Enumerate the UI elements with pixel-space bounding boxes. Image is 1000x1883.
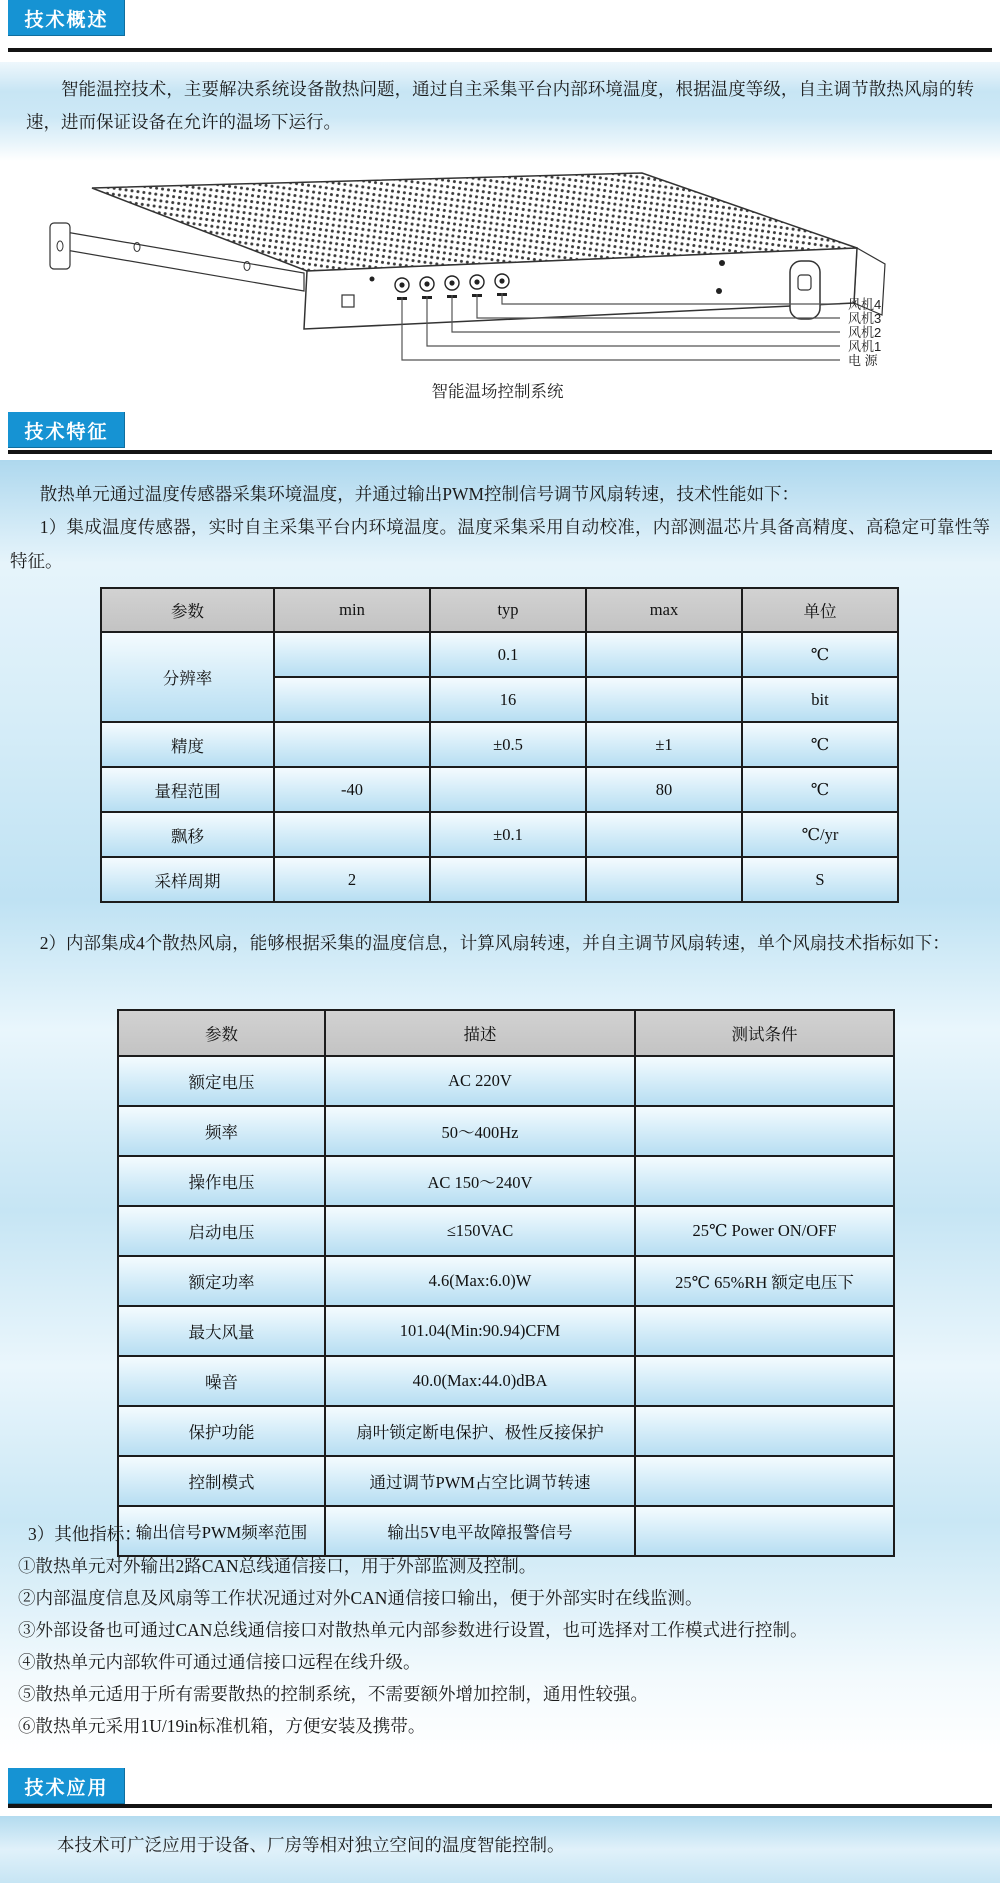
cond-cell [635, 1406, 894, 1456]
unit-cell: ℃ [742, 722, 898, 767]
section-tab-overview [8, 0, 125, 36]
max-cell [586, 857, 742, 902]
table-header-row [101, 588, 898, 632]
fan-label: 风机2 [848, 325, 882, 340]
section-title: 技术应用 [24, 1777, 109, 1799]
section-title: 技术概述 [24, 9, 109, 31]
col-header: 参数 [118, 1010, 325, 1056]
application-section [0, 1816, 1000, 1883]
max-cell: ±1 [586, 722, 742, 767]
typ-cell [430, 857, 586, 902]
param-cell: 输出信号PWM频率范围 [118, 1506, 325, 1556]
panel-screw [716, 288, 722, 294]
desc-cell: ≤150VAC [325, 1206, 635, 1256]
fan-label: 风机4 [848, 297, 882, 312]
table-row [101, 767, 898, 812]
cond-cell: 25℃ 65%RH 额定电压下 [635, 1256, 894, 1306]
table-row [118, 1156, 894, 1206]
col-header: min [274, 588, 430, 632]
fan-label: 风机1 [848, 339, 882, 354]
cond-cell [635, 1056, 894, 1106]
panel-screw [719, 260, 725, 266]
table-row [118, 1406, 894, 1456]
param-cell: 操作电压 [118, 1156, 325, 1206]
col-header: 描述 [325, 1010, 635, 1056]
param-cell: 采样周期 [101, 857, 274, 902]
desc-cell: 40.0(Max:44.0)dBA [325, 1356, 635, 1406]
param-cell: 噪音 [118, 1356, 325, 1406]
param-cell: 分辨率 [101, 632, 274, 722]
table-row [118, 1256, 894, 1306]
col-header: max [586, 588, 742, 632]
min-cell [274, 722, 430, 767]
unit-cell: ℃ [742, 632, 898, 677]
section-rule [8, 1804, 992, 1808]
cond-cell: 25℃ Power ON/OFF [635, 1206, 894, 1256]
table-row [101, 632, 898, 677]
figure-caption: 智能温场控制系统 [431, 382, 564, 401]
rack-ear [50, 223, 70, 269]
param-cell: 额定电压 [118, 1056, 325, 1106]
list-item: ②内部温度信息及风扇等工作状况通过对外CAN通信接口输出，便于外部实时在线监测。 [18, 1588, 703, 1608]
min-cell [274, 677, 430, 722]
application-paragraph: 本技术可广泛应用于设备、厂房等相对独立空间的温度智能控制。 [57, 1835, 565, 1855]
table-row [118, 1056, 894, 1106]
col-header: 单位 [742, 588, 898, 632]
table-row [101, 857, 898, 902]
chassis-figure [42, 163, 962, 376]
overview-section [0, 62, 1000, 161]
max-cell [586, 677, 742, 722]
param-cell: 额定功率 [118, 1256, 325, 1306]
param-cell: 保护功能 [118, 1406, 325, 1456]
desc-cell: 50～400Hz [325, 1106, 635, 1156]
min-cell: 2 [274, 857, 430, 902]
cond-cell [635, 1156, 894, 1206]
unit-cell: ℃ [742, 767, 898, 812]
desc-cell: 4.6(Max:6.0)W [325, 1256, 635, 1306]
unit-cell: ℃/yr [742, 812, 898, 857]
cond-cell [635, 1456, 894, 1506]
min-cell [274, 812, 430, 857]
min-cell: -40 [274, 767, 430, 812]
overview-paragraph: 智能温控技术，主要解决系统设备散热问题，通过自主采集平台内部环境温度，根据温度等级，自主调节散热风扇的转速，进而保证设备在允许的温场下运行。 [26, 79, 974, 132]
min-cell [274, 632, 430, 677]
cond-cell [635, 1106, 894, 1156]
list-item: ①散热单元对外输出2路CAN总线通信接口，用于外部监测及控制。 [18, 1556, 537, 1576]
features-item1-paragraph: 1）集成温度传感器，实时自主采集平台内环境温度。温度采集采用自动校准，内部测温芯片具备高精度、高稳定可靠性等特征。 [10, 517, 990, 571]
col-header: typ [430, 588, 586, 632]
table-row [101, 722, 898, 767]
sensor-spec-table [100, 587, 899, 903]
fan-spec-table [117, 1009, 895, 1557]
desc-cell: 通过调节PWM占空比调节转速 [325, 1456, 635, 1506]
list-item: ⑤散热单元适用于所有需要散热的控制系统，不需要额外增加控制，通用性较强。 [18, 1684, 648, 1704]
chassis-drawing [42, 163, 962, 376]
desc-cell: AC 220V [325, 1056, 635, 1106]
cond-cell [635, 1306, 894, 1356]
power-label: 电 源 [848, 353, 878, 368]
param-cell: 最大风量 [118, 1306, 325, 1356]
typ-cell: ±0.1 [430, 812, 586, 857]
unit-cell: bit [742, 677, 898, 722]
section-tab-features [8, 412, 125, 448]
table-row [118, 1306, 894, 1356]
table-header-row [118, 1010, 894, 1056]
table-row [118, 1106, 894, 1156]
section-rule [8, 48, 992, 52]
section-title: 技术特征 [24, 421, 109, 443]
desc-cell: 101.04(Min:90.94)CFM [325, 1306, 635, 1356]
cond-cell [635, 1356, 894, 1406]
fan-label: 风机3 [848, 311, 882, 326]
table-row [118, 1456, 894, 1506]
max-cell [586, 632, 742, 677]
typ-cell: 0.1 [430, 632, 586, 677]
features-section [0, 460, 1000, 1755]
typ-cell: ±0.5 [430, 722, 586, 767]
col-header: 测试条件 [635, 1010, 894, 1056]
features-intro-paragraph: 散热单元通过温度传感器采集环境温度，并通过输出PWM控制信号调节风扇转速，技术性能如下： [39, 484, 800, 504]
table-row [118, 1356, 894, 1406]
section-tab-application [8, 1768, 125, 1804]
unit-cell: S [742, 857, 898, 902]
max-cell [586, 812, 742, 857]
max-cell: 80 [586, 767, 742, 812]
desc-cell: 扇叶锁定断电保护、极性反接保护 [325, 1406, 635, 1456]
col-header: 参数 [101, 588, 274, 632]
param-cell: 精度 [101, 722, 274, 767]
param-cell: 频率 [118, 1106, 325, 1156]
other-indicators-title: 3）其他指标： [28, 1524, 142, 1544]
param-cell: 量程范围 [101, 767, 274, 812]
other-indicators-list [10, 1518, 990, 1742]
param-cell: 控制模式 [118, 1456, 325, 1506]
list-item: ④散热单元内部软件可通过通信接口远程在线升级。 [18, 1652, 421, 1672]
panel-screw [370, 277, 375, 282]
list-item: ⑥散热单元采用1U/19in标准机箱，方便安装及携带。 [18, 1716, 426, 1736]
features-item2-paragraph: 2）内部集成4个散热风扇，能够根据采集的温度信息，计算风扇转速，并自主调节风扇转速，单个风扇技术指标如下： [39, 933, 950, 953]
table-row [118, 1206, 894, 1256]
param-cell: 启动电压 [118, 1206, 325, 1256]
section-rule [8, 450, 992, 454]
typ-cell: 16 [430, 677, 586, 722]
typ-cell [430, 767, 586, 812]
list-item: ③外部设备也可通过CAN总线通信接口对散热单元内部参数进行设置，也可选择对工作模式进行控制。 [18, 1620, 808, 1640]
param-cell: 飘移 [101, 812, 274, 857]
desc-cell: 输出5V电平故障报警信号 [325, 1506, 635, 1556]
desc-cell: AC 150～240V [325, 1156, 635, 1206]
table-row [101, 812, 898, 857]
